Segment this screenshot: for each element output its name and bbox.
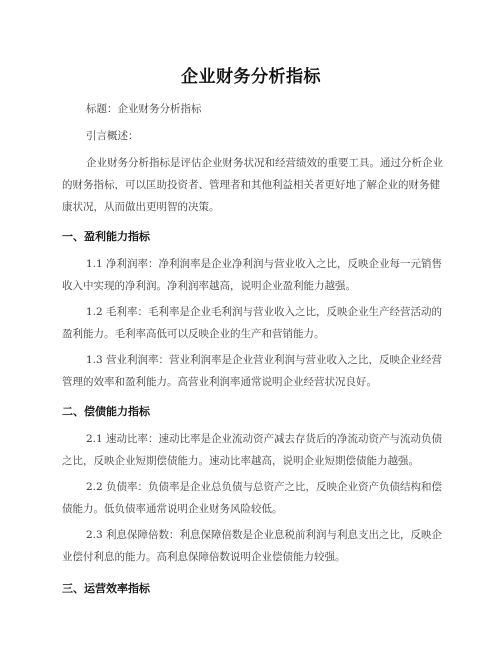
item-line: 2.3 利息保障倍数：利息保障倍数是企业息税前利润与利息支出之比，反映企	[86, 529, 443, 541]
item-line: 债能力。低负债率通常说明企业财务风险较低。	[62, 503, 283, 515]
section-heading: 一、盈利能力指标	[62, 230, 150, 243]
item-line: 2.1 速动比率：速动比率是企业流动资产减去存货后的净流动资产与流动负债	[86, 433, 443, 445]
intro-line: 企业财务分析指标是评估企业财务状况和经营绩效的重要工具。通过分析企业	[86, 157, 443, 169]
item-line: 2.2 负债率：负债率是企业总负债与总资产之比，反映企业资产负债结构和偿	[86, 481, 443, 493]
intro-line: 的财务指标，可以匡助投资者、管理者和其他利益相关者更好地了解企业的财务健	[62, 179, 440, 191]
item-line: 盈利能力。毛利率高低可以反映企业的生产和营销能力。	[62, 328, 325, 340]
item-line: 业偿付利息的能力。高利息保障倍数说明企业偿债能力较强。	[62, 551, 346, 563]
item-line: 管理的效率和盈利能力。高营业利润率通常说明企业经营状况良好。	[62, 376, 377, 388]
item-line: 1.3 营业利润率：营业利润率是企业营业利润与营业收入之比，反映企业经营	[86, 354, 443, 366]
subtitle-line: 标题：企业财务分析指标	[86, 103, 202, 115]
section-heading: 三、运营效率指标	[62, 582, 150, 595]
document-title: 企业财务分析指标	[181, 67, 321, 87]
item-line: 1.1 净利润率：净利润率是企业净利润与营业收入之比，反映企业每一元销售	[86, 258, 443, 270]
item-line: 之比，反映企业短期偿债能力。速动比率越高，说明企业短期偿债能力越强。	[62, 455, 419, 467]
intro-label: 引言概述：	[86, 130, 139, 142]
item-line: 1.2 毛利率：毛利率是企业毛利润与营业收入之比，反映企业生产经营活动的	[86, 306, 443, 318]
intro-line: 康状况，从而做出更明智的决策。	[62, 201, 220, 213]
section-heading: 二、偿债能力指标	[62, 405, 150, 418]
item-line: 收入中实现的净利润。净利润率越高，说明企业盈利能力越强。	[62, 280, 356, 292]
